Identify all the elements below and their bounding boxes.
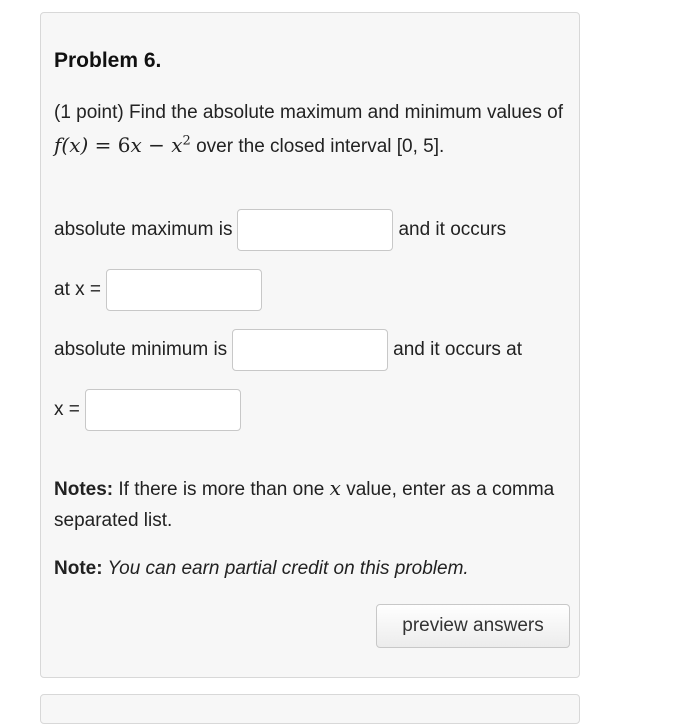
next-card <box>40 694 580 724</box>
max-at-label: at x = <box>54 279 101 300</box>
max-row <box>54 209 506 251</box>
notes-var: x <box>329 476 341 500</box>
note-bold: Note: <box>54 558 103 579</box>
min-at-label: x = <box>54 399 80 420</box>
problem-card <box>40 12 580 678</box>
notes-text <box>54 473 564 536</box>
min-label: absolute minimum is <box>54 339 228 360</box>
problem-title: Problem 6. <box>54 49 162 72</box>
partial-credit-note <box>54 553 574 584</box>
function-lhs: f(x) <box>54 133 89 157</box>
notes-bold: Notes: <box>54 479 114 500</box>
function-minus: − <box>141 133 172 157</box>
min-at-row <box>54 389 246 431</box>
note-italic: You can earn partial credit on this problem. <box>102 558 469 579</box>
notes-text1: If there is more than one <box>113 479 330 500</box>
function-var2: x <box>171 133 183 157</box>
function-exp: 2 <box>182 133 191 149</box>
intro-prefix: (1 point) Find the absolute maximum and minimum values of <box>54 102 564 123</box>
notes-text2: value, enter as a comma separated list. <box>54 479 555 531</box>
preview-answers-button[interactable]: preview answers <box>376 604 570 648</box>
function-var: x <box>130 133 142 157</box>
min-after-label: and it occurs at <box>393 339 523 360</box>
max-label: absolute maximum is <box>54 219 233 240</box>
min-row <box>54 329 522 371</box>
problem-statement <box>54 97 564 163</box>
max-after-label: and it occurs <box>398 219 507 240</box>
max-at-row <box>54 269 267 311</box>
function-expression <box>54 133 191 157</box>
min-at-input[interactable] <box>85 389 241 431</box>
max-at-input[interactable] <box>106 269 262 311</box>
min-value-input[interactable] <box>232 329 388 371</box>
function-eq: = 6 <box>88 133 131 157</box>
intro-suffix: over the closed interval [0, 5]. <box>190 136 445 157</box>
max-value-input[interactable] <box>237 209 393 251</box>
